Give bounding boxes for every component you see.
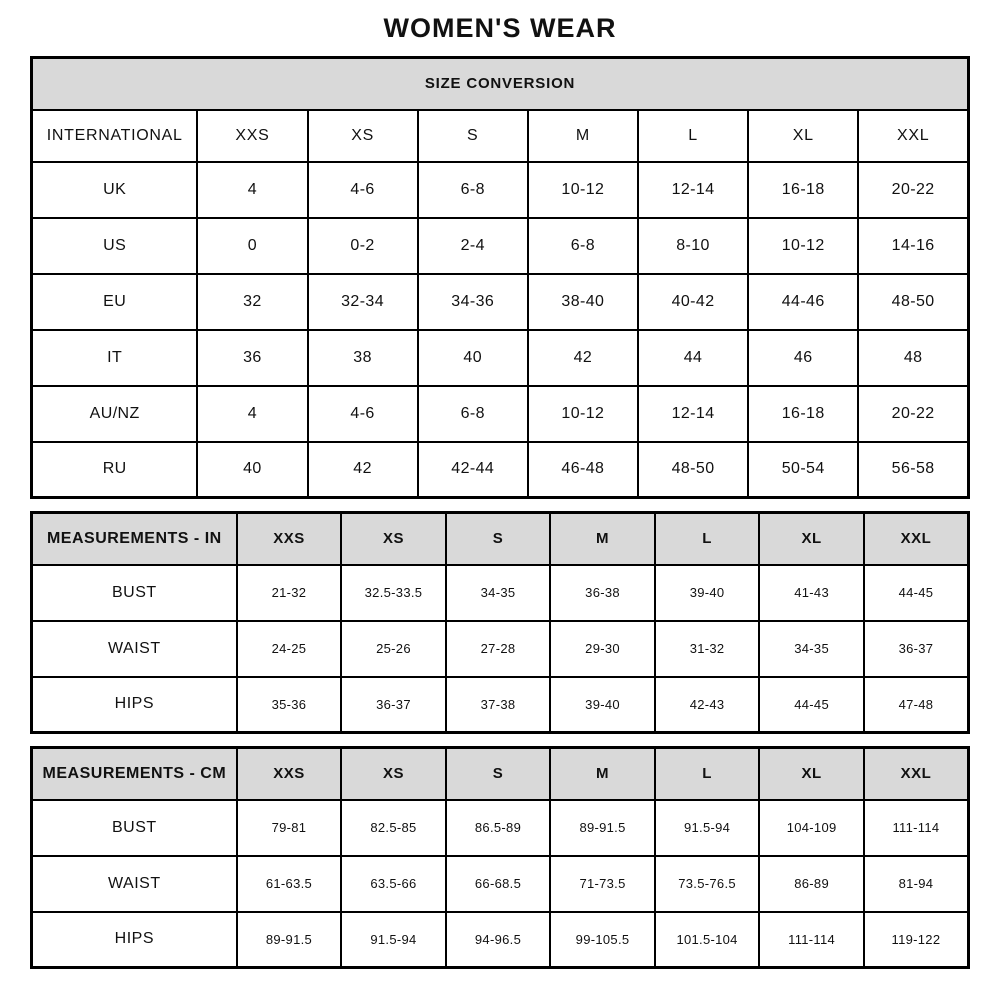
size-value-cell: 37-38	[446, 677, 551, 733]
size-value-cell: 35-36	[237, 677, 342, 733]
size-value-cell: 0-2	[308, 218, 418, 274]
size-value-cell: 66-68.5	[446, 856, 551, 912]
row-label: BUST	[32, 565, 237, 621]
size-column-header: M	[550, 513, 655, 565]
size-value-cell: 82.5-85	[341, 800, 446, 856]
table-row	[32, 330, 969, 386]
size-value-cell: 4	[197, 162, 307, 218]
size-value-cell: 42-43	[655, 677, 760, 733]
size-value-cell: 4-6	[308, 386, 418, 442]
table-row	[32, 442, 969, 498]
tables-container	[30, 56, 970, 969]
size-value-cell: 6-8	[418, 386, 528, 442]
size-column-header: XS	[341, 748, 446, 800]
size-value-cell: 2-4	[418, 218, 528, 274]
size-column-header: M	[550, 748, 655, 800]
size-value-cell: 32.5-33.5	[341, 565, 446, 621]
size-value-cell: 44-45	[864, 565, 969, 621]
size-column-header: XXS	[237, 748, 342, 800]
measurements-cm-table	[30, 746, 970, 969]
size-value-cell: 10-12	[528, 162, 638, 218]
size-value-cell: 12-14	[638, 386, 748, 442]
size-value-cell: 101.5-104	[655, 912, 760, 968]
size-value-cell: 27-28	[446, 621, 551, 677]
size-value-cell: 111-114	[864, 800, 969, 856]
size-value-cell: 46-48	[528, 442, 638, 498]
size-value-cell: 20-22	[858, 162, 968, 218]
size-value-cell: 8-10	[638, 218, 748, 274]
size-column-header: M	[528, 110, 638, 162]
size-value-cell: 61-63.5	[237, 856, 342, 912]
size-value-cell: 25-26	[341, 621, 446, 677]
size-value-cell: 104-109	[759, 800, 864, 856]
size-column-header: XXL	[864, 748, 969, 800]
size-value-cell: 36	[197, 330, 307, 386]
size-value-cell: 16-18	[748, 162, 858, 218]
size-value-cell: 71-73.5	[550, 856, 655, 912]
size-value-cell: 89-91.5	[237, 912, 342, 968]
size-column-header: XL	[759, 748, 864, 800]
size-value-cell: 42-44	[418, 442, 528, 498]
size-value-cell: 29-30	[550, 621, 655, 677]
size-value-cell: 6-8	[528, 218, 638, 274]
size-value-cell: 40-42	[638, 274, 748, 330]
size-value-cell: 12-14	[638, 162, 748, 218]
size-column-header: XL	[759, 513, 864, 565]
row-label: US	[32, 218, 198, 274]
size-column-header: XXL	[864, 513, 969, 565]
size-column-header: XXS	[237, 513, 342, 565]
size-value-cell: 10-12	[528, 386, 638, 442]
size-value-cell: 91.5-94	[655, 800, 760, 856]
size-value-cell: 36-37	[341, 677, 446, 733]
size-value-cell: 44	[638, 330, 748, 386]
size-value-cell: 31-32	[655, 621, 760, 677]
size-column-header: S	[446, 513, 551, 565]
size-value-cell: 86.5-89	[446, 800, 551, 856]
size-value-cell: 73.5-76.5	[655, 856, 760, 912]
size-column-header: L	[638, 110, 748, 162]
table-row	[32, 565, 969, 621]
size-value-cell: 36-37	[864, 621, 969, 677]
size-value-cell: 39-40	[655, 565, 760, 621]
size-value-cell: 42	[528, 330, 638, 386]
row-label: WAIST	[32, 621, 237, 677]
table-header-row	[32, 748, 969, 800]
size-value-cell: 24-25	[237, 621, 342, 677]
size-value-cell: 4-6	[308, 162, 418, 218]
size-value-cell: 94-96.5	[446, 912, 551, 968]
size-value-cell: 16-18	[748, 386, 858, 442]
size-value-cell: 40	[418, 330, 528, 386]
size-value-cell: 21-32	[237, 565, 342, 621]
table-row	[32, 386, 969, 442]
size-value-cell: 4	[197, 386, 307, 442]
table-row	[32, 274, 969, 330]
size-column-header: XS	[308, 110, 418, 162]
size-value-cell: 48-50	[638, 442, 748, 498]
table-row	[32, 912, 969, 968]
size-value-cell: 34-35	[759, 621, 864, 677]
table-row	[32, 621, 969, 677]
size-value-cell: 119-122	[864, 912, 969, 968]
size-value-cell: 20-22	[858, 386, 968, 442]
size-value-cell: 63.5-66	[341, 856, 446, 912]
size-value-cell: 6-8	[418, 162, 528, 218]
size-value-cell: 39-40	[550, 677, 655, 733]
size-value-cell: 41-43	[759, 565, 864, 621]
size-value-cell: 89-91.5	[550, 800, 655, 856]
size-value-cell: 32-34	[308, 274, 418, 330]
size-value-cell: 42	[308, 442, 418, 498]
row-label: AU/NZ	[32, 386, 198, 442]
table-row	[32, 162, 969, 218]
header-label: MEASUREMENTS - IN	[32, 513, 237, 565]
size-value-cell: 32	[197, 274, 307, 330]
size-value-cell: 48	[858, 330, 968, 386]
row-label: HIPS	[32, 912, 237, 968]
size-value-cell: 81-94	[864, 856, 969, 912]
table-header-row	[32, 513, 969, 565]
size-value-cell: 50-54	[748, 442, 858, 498]
size-column-header: XXS	[197, 110, 307, 162]
table-row	[32, 677, 969, 733]
size-value-cell: 47-48	[864, 677, 969, 733]
size-value-cell: 38	[308, 330, 418, 386]
size-value-cell: 0	[197, 218, 307, 274]
size-value-cell: 10-12	[748, 218, 858, 274]
row-label: UK	[32, 162, 198, 218]
size-column-header: L	[655, 748, 760, 800]
table-title-row	[32, 58, 969, 110]
row-label: EU	[32, 274, 198, 330]
row-label: BUST	[32, 800, 237, 856]
size-column-header: XL	[748, 110, 858, 162]
size-value-cell: 79-81	[237, 800, 342, 856]
size-conversion-table	[30, 56, 970, 499]
size-column-header: S	[418, 110, 528, 162]
size-column-header: XXL	[858, 110, 968, 162]
size-value-cell: 99-105.5	[550, 912, 655, 968]
size-column-header: XS	[341, 513, 446, 565]
size-column-header: L	[655, 513, 760, 565]
size-value-cell: 44-46	[748, 274, 858, 330]
row-label: IT	[32, 330, 198, 386]
size-value-cell: 56-58	[858, 442, 968, 498]
header-label: MEASUREMENTS - CM	[32, 748, 237, 800]
size-value-cell: 91.5-94	[341, 912, 446, 968]
row-label: RU	[32, 442, 198, 498]
table-row	[32, 800, 969, 856]
size-value-cell: 86-89	[759, 856, 864, 912]
table-row	[32, 856, 969, 912]
size-value-cell: 48-50	[858, 274, 968, 330]
measurements-in-table	[30, 511, 970, 734]
size-value-cell: 36-38	[550, 565, 655, 621]
size-value-cell: 38-40	[528, 274, 638, 330]
size-value-cell: 40	[197, 442, 307, 498]
table-header-row	[32, 110, 969, 162]
size-value-cell: 44-45	[759, 677, 864, 733]
header-label: INTERNATIONAL	[32, 110, 198, 162]
size-value-cell: 34-35	[446, 565, 551, 621]
size-value-cell: 34-36	[418, 274, 528, 330]
row-label: WAIST	[32, 856, 237, 912]
size-column-header: S	[446, 748, 551, 800]
size-value-cell: 14-16	[858, 218, 968, 274]
table-row	[32, 218, 969, 274]
page-title: WOMEN'S WEAR	[383, 13, 617, 43]
size-value-cell: 111-114	[759, 912, 864, 968]
size-value-cell: 46	[748, 330, 858, 386]
table-title: SIZE CONVERSION	[32, 58, 969, 110]
row-label: HIPS	[32, 677, 237, 733]
